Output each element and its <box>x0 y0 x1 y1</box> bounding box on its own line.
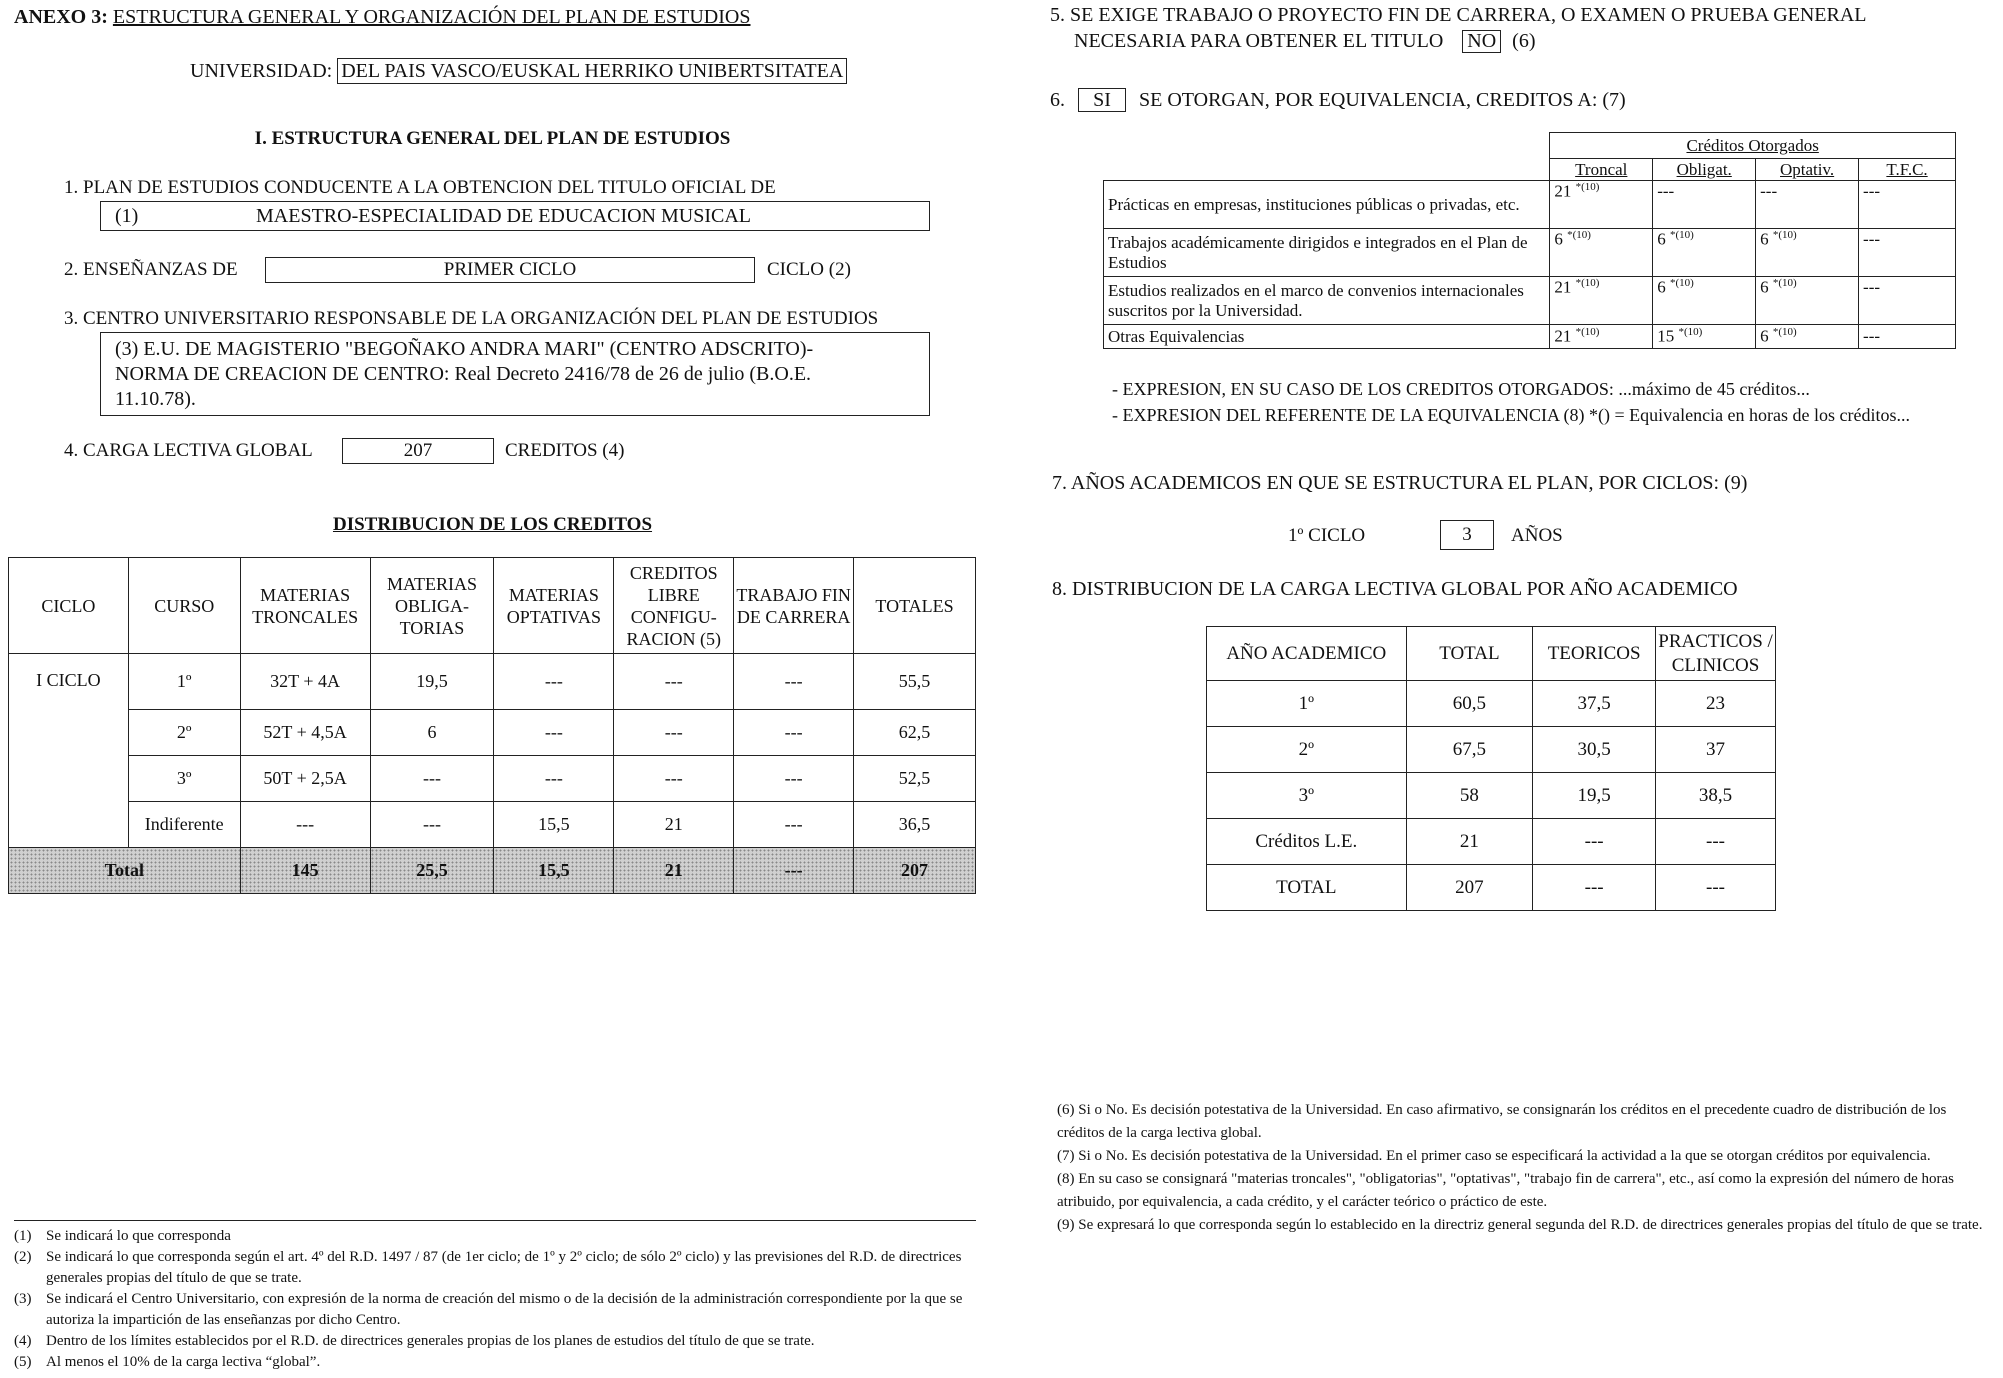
footnote: (3) Se indicará el Centro Universitario, con expresión de la norma de creación del mismo o de la decisión de la administración correspondiente por la que se autoriza la impartición de las enseñanzas por dicho Centro. <box>14 1291 963 1328</box>
ensenanzas-value: PRIMER CICLO <box>265 257 755 283</box>
table-cell: 32T + 4A <box>240 654 370 710</box>
footnote: (6) Si o No. Es decisión potestativa de la Universidad. En caso afirmativo, se consignarán los créditos en el precedente cuadro de distribución de los créditos de la carga lectiva global. <box>1057 1102 1947 1141</box>
table-cell: --- <box>370 802 494 848</box>
total-label: Total <box>9 848 241 894</box>
section7-label: 7. AÑOS ACADEMICOS EN QUE SE ESTRUCTURA EL PLAN, POR CICLOS: (9) <box>1052 472 1748 494</box>
university-label: UNIVERSIDAD: <box>190 60 333 82</box>
table-row <box>1104 277 1956 325</box>
table-cell: 19,5 <box>1533 773 1656 819</box>
header-trabajo-fin: TRABAJO FIN DE CARRERA <box>734 558 854 654</box>
section6-row <box>1050 88 1626 112</box>
footnote: (1) Se indicará lo que corresponda <box>14 1228 231 1244</box>
footnote: (2) Se indicará lo que corresponda según el art. 4º del R.D. 1497 / 87 (de 1er ciclo; de 1º y 2º ciclo; de sólo 2º ciclo) y las previsiones del R.D. de directrices generales propias del título de que se trate. <box>14 1249 962 1286</box>
table-cell: 6 $^{*(10)}$ <box>1653 277 1756 325</box>
header-curso: CURSO <box>128 558 240 654</box>
header-ciclo: CICLO <box>9 558 129 654</box>
section5 <box>1050 2 1867 54</box>
header-optativas: MATERIAS OPTATIVAS <box>494 558 614 654</box>
table-cell: --- <box>614 756 734 802</box>
footnotes-left <box>14 1226 976 1373</box>
section6-notes <box>1112 376 1910 428</box>
carga-suffix: CREDITOS (4) <box>505 440 625 461</box>
table-cell: 2º <box>128 710 240 756</box>
table-cell: 38,5 <box>1656 773 1776 819</box>
footnotes-right <box>1057 1099 1997 1237</box>
total-cell: 145 <box>240 848 370 894</box>
header-obligatorias: MATERIAS OBLIGA-TORIAS <box>370 558 494 654</box>
header-troncales: MATERIAS TRONCALES <box>240 558 370 654</box>
ensenanzas-suffix: CICLO (2) <box>767 259 851 280</box>
table-row <box>9 654 976 710</box>
total-row <box>9 848 976 894</box>
distribution-header-row <box>9 558 976 654</box>
carga-label: 4. CARGA LECTIVA GLOBAL <box>64 440 313 461</box>
table-cell: 3º <box>128 756 240 802</box>
section5-line2-row <box>1050 28 1867 54</box>
header-total: TOTAL <box>1406 627 1533 681</box>
eq-header-troncal: Troncal <box>1550 159 1653 181</box>
table-cell: --- <box>734 654 854 710</box>
table-cell: 23 <box>1656 681 1776 727</box>
equivalence-table <box>1103 132 1956 349</box>
table-cell: Indiferente <box>128 802 240 848</box>
table-cell: 21 <box>614 802 734 848</box>
carga-value: 207 <box>342 438 494 464</box>
eq-header-tfc: T.F.C. <box>1859 159 1956 181</box>
table-cell: --- <box>1656 819 1776 865</box>
table-cell: --- <box>1859 229 1956 277</box>
table-cell: 55,5 <box>854 654 976 710</box>
plan-label: 1. PLAN DE ESTUDIOS CONDUCENTE A LA OBTENCION DEL TITULO OFICIAL DE <box>64 177 776 198</box>
table-row <box>1104 181 1956 229</box>
table-row <box>9 756 976 802</box>
eq-row-label: Estudios realizados en el marco de convenios internacionales suscritos por la Universidad. <box>1104 277 1550 325</box>
section7-value: 3 <box>1440 520 1494 550</box>
table-cell: Créditos L.E. <box>1207 819 1407 865</box>
section6-value: SI <box>1078 88 1126 112</box>
table-cell: --- <box>614 710 734 756</box>
header-practicos: PRACTICOS / CLINICOS <box>1656 627 1776 681</box>
centro-line-1: (3) E.U. DE MAGISTERIO "BEGOÑAKO ANDRA MARI" (CENTRO ADSCRITO)- <box>115 338 814 360</box>
table-cell: --- <box>1533 819 1656 865</box>
table-cell: --- <box>734 802 854 848</box>
table-cell: 60,5 <box>1406 681 1533 727</box>
eq-header-optativ: Optativ. <box>1756 159 1859 181</box>
table-cell: 21 $^{*(10)}$ <box>1550 277 1653 325</box>
section6-label: SE OTORGAN, POR EQUIVALENCIA, CREDITOS A: (7) <box>1139 89 1626 111</box>
table-cell: 52T + 4,5A <box>240 710 370 756</box>
eq-header-obligat: Obligat. <box>1653 159 1756 181</box>
section5-ref: (6) <box>1512 30 1536 52</box>
total-cell: 15,5 <box>494 848 614 894</box>
table-cell: 2º <box>1207 727 1407 773</box>
table-cell: 15 $^{*(10)}$ <box>1653 325 1756 349</box>
university-name: DEL PAIS VASCO/EUSKAL HERRIKO UNIBERTSITATEA <box>337 58 847 84</box>
table-cell: 3º <box>1207 773 1407 819</box>
annex-heading: ANEXO 3: ESTRUCTURA GENERAL Y ORGANIZACIÓN DEL PLAN DE ESTUDIOS <box>14 6 751 28</box>
table-cell: --- <box>734 710 854 756</box>
ensenanzas-label: 2. ENSEÑANZAS DE <box>64 259 238 280</box>
table-cell: --- <box>1756 181 1859 229</box>
table-cell: 67,5 <box>1406 727 1533 773</box>
table-cell: --- <box>1859 181 1956 229</box>
table-cell: 1º <box>1207 681 1407 727</box>
total-cell: 21 <box>614 848 734 894</box>
footnote: (4) Dentro de los límites establecidos por el R.D. de directrices generales propias de los planes de estudios del título de que se trate. <box>14 1333 815 1349</box>
table-cell: 6 $^{*(10)}$ <box>1756 325 1859 349</box>
centro-label: 3. CENTRO UNIVERSITARIO RESPONSABLE DE LA ORGANIZACIÓN DEL PLAN DE ESTUDIOS <box>64 308 879 329</box>
section5-value: NO <box>1462 30 1501 53</box>
table-row <box>1207 819 1776 865</box>
table-cell: 207 <box>1406 865 1533 911</box>
header-totales: TOTALES <box>854 558 976 654</box>
eq-row-label: Prácticas en empresas, instituciones públicas o privadas, etc. <box>1104 181 1550 229</box>
table-cell: 19,5 <box>370 654 494 710</box>
table-cell: 30,5 <box>1533 727 1656 773</box>
table-row <box>1207 773 1776 819</box>
table-cell: 21 $^{*(10)}$ <box>1550 181 1653 229</box>
eq-group-header-row <box>1104 133 1956 159</box>
plan-title-box <box>100 201 930 231</box>
table-cell: TOTAL <box>1207 865 1407 911</box>
table-row <box>1207 727 1776 773</box>
eq-col-header-row <box>1104 159 1956 181</box>
table-cell: --- <box>1656 865 1776 911</box>
table-cell: --- <box>370 756 494 802</box>
header-ano: AÑO ACADEMICO <box>1207 627 1407 681</box>
table-cell: 52,5 <box>854 756 976 802</box>
total-cell: --- <box>734 848 854 894</box>
eq-group-header: Créditos Otorgados <box>1550 133 1956 159</box>
table-cell: 6 <box>370 710 494 756</box>
table-cell: 15,5 <box>494 802 614 848</box>
table-cell: 21 $^{*(10)}$ <box>1550 325 1653 349</box>
table-row <box>1207 865 1776 911</box>
annex-title: ESTRUCTURA GENERAL Y ORGANIZACIÓN DEL PLAN DE ESTUDIOS <box>112 6 751 28</box>
plan-ref: (1) <box>115 205 139 227</box>
table-row <box>9 802 976 848</box>
eq-row-label: Trabajos académicamente dirigidos e integrados en el Plan de Estudios <box>1104 229 1550 277</box>
table-cell: 6 $^{*(10)}$ <box>1756 277 1859 325</box>
table-cell: --- <box>494 756 614 802</box>
annex-label: ANEXO 3 <box>14 6 102 28</box>
section5-line1: 5. SE EXIGE TRABAJO O PROYECTO FIN DE CARRERA, O EXAMEN O PRUEBA GENERAL <box>1050 4 1867 26</box>
table-row <box>1104 325 1956 349</box>
table-cell: 6 $^{*(10)}$ <box>1550 229 1653 277</box>
table-cell: 6 $^{*(10)}$ <box>1756 229 1859 277</box>
section5-line2: NECESARIA PARA OBTENER EL TITULO <box>1074 30 1444 52</box>
table-cell: --- <box>494 710 614 756</box>
plan-title: MAESTRO-ESPECIALIDAD DE EDUCACION MUSICAL <box>256 205 751 227</box>
centro-line-2: NORMA DE CREACION DE CENTRO: Real Decreto 2416/78 de 26 de julio (B.O.E. <box>115 363 812 385</box>
section6-note-2: - EXPRESION DEL REFERENTE DE LA EQUIVALENCIA (8) *() = Equivalencia en horas de los créditos... <box>1112 405 1911 425</box>
table-cell: 21 <box>1406 819 1533 865</box>
total-cell: 25,5 <box>370 848 494 894</box>
table-cell: 6 $^{*(10)}$ <box>1653 229 1756 277</box>
table-row <box>1104 229 1956 277</box>
section8-label: 8. DISTRIBUCION DE LA CARGA LECTIVA GLOBAL POR AÑO ACADEMICO <box>1052 578 1738 600</box>
header-teoricos: TEORICOS <box>1533 627 1656 681</box>
table-row <box>1207 681 1776 727</box>
table-cell: --- <box>1859 277 1956 325</box>
table-cell: 36,5 <box>854 802 976 848</box>
table-cell: --- <box>614 654 734 710</box>
footnote: (5) Al menos el 10% de la carga lectiva “global”. <box>14 1354 321 1370</box>
eq-row-label: Otras Equivalencias <box>1104 325 1550 349</box>
table-cell: 58 <box>1406 773 1533 819</box>
distribution-table <box>8 557 976 894</box>
section-heading: I. ESTRUCTURA GENERAL DEL PLAN DE ESTUDIOS <box>254 128 731 149</box>
footnote-divider <box>14 1220 976 1221</box>
table-cell: --- <box>240 802 370 848</box>
table-cell: --- <box>1533 865 1656 911</box>
header-libre-configuracion: CREDITOS LIBRE CONFIGU-RACION (5) <box>614 558 734 654</box>
table-cell: 1º <box>128 654 240 710</box>
footnote: (8) En su caso se consignará "materias troncales", "obligatorias", "optativas", "trabajo fin de carrera", etc., así como la expresión del número de horas atribuido, por equivalencia, a cada crédito, y el carácter teórico o práctico de este. <box>1057 1171 1955 1210</box>
distribution-title: DISTRIBUCION DE LOS CREDITOS <box>332 514 653 535</box>
year-distribution-table <box>1206 626 1776 911</box>
table-cell: --- <box>494 654 614 710</box>
section7-unit: AÑOS <box>1511 525 1563 546</box>
total-cell: 207 <box>854 848 976 894</box>
section6-note-1: - EXPRESION, EN SU CASO DE LOS CREDITOS OTORGADOS: ...máximo de 45 créditos... <box>1112 379 1810 399</box>
table-cell: 62,5 <box>854 710 976 756</box>
year-header-row <box>1207 627 1776 681</box>
table-cell: 37 <box>1656 727 1776 773</box>
section7-ciclo: 1º CICLO <box>1288 525 1366 546</box>
ciclo-cell: I CICLO <box>9 654 129 848</box>
footnote: (7) Si o No. Es decisión potestativa de la Universidad. En el primer caso se especificará la actividad a la que se otorgan créditos por equivalencia. <box>1057 1148 1931 1164</box>
table-cell: 50T + 2,5A <box>240 756 370 802</box>
section6-number: 6. <box>1050 89 1065 111</box>
footnote: (9) Se expresará lo que corresponda según lo establecido en la directriz general segunda del R.D. de directrices generales propias del título de que se trate. <box>1057 1217 1983 1233</box>
table-cell: 37,5 <box>1533 681 1656 727</box>
table-row <box>9 710 976 756</box>
table-cell: --- <box>1653 181 1756 229</box>
university-row <box>190 58 847 84</box>
centro-box <box>100 332 930 416</box>
table-cell: --- <box>734 756 854 802</box>
table-cell: --- <box>1859 325 1956 349</box>
centro-line-3: 11.10.78). <box>115 388 196 410</box>
